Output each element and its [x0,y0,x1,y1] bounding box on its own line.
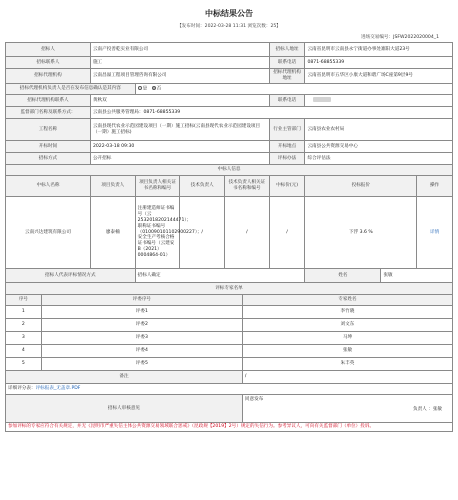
winner-tech-cert: / [225,197,270,269]
col-expert-seat: 评委序号 [41,295,242,306]
supervisor-value: 云南县公共服务管理局：0871-68855339 [90,107,452,119]
rep-name-label: 姓名 [305,269,381,283]
remark-value: / [242,371,452,384]
agency-leader-options [135,84,452,95]
winner-tech-lead: / [180,197,225,269]
open-place-value: 云南县公共资源交易中心 [305,141,453,153]
expert-section-title: 评标专家名单 [6,283,453,295]
redacted-phone [313,97,331,102]
expert-no: 1 [6,306,42,319]
agency-value: 云南昌溢工程项目管理咨询有限公司 [90,69,269,84]
info-table [5,42,453,283]
expert-row [6,332,453,345]
contact-phone-label: 联系电话 [269,57,305,69]
col-price: 中标价(元) [269,176,305,197]
expert-no: 4 [6,345,42,358]
agency-address-value: 云南省昆明市五华区小康大道和谐广场C座第9层9号 [305,69,453,84]
eval-rep-label: 招标人代表评标情况方式 [6,269,136,283]
expert-name: 李竹晓 [242,306,452,319]
expert-no: 5 [6,358,42,371]
agency-phone-value [305,95,453,107]
publish-meta: 【发布时间：2022-03-28 11:31 浏览次数：25】 [177,24,281,29]
bid-method-value: 公开招标 [90,153,269,165]
radio-no-label: 否 [156,86,162,92]
eval-method-value: 综合评估法 [305,153,453,165]
expert-seat: 评委2 [41,319,242,332]
expert-row [6,306,453,319]
col-expert-no: 序号 [6,295,42,306]
radio-no[interactable] [152,86,156,90]
col-pm: 项目负责人 [90,176,135,197]
bid-method-label: 招标方式 [6,153,91,165]
opinion-cell [242,395,452,423]
col-tech-cert: 技术负责人相关证书名称和编号 [225,176,270,197]
tenderer-address-label: 招标人地址 [269,43,305,57]
col-tech-lead: 技术负责人 [180,176,225,197]
expert-seat: 评委1 [41,306,242,319]
opinion-label: 招标人审核意见 [6,395,243,423]
open-time-label: 开标时间 [6,141,91,153]
agency-label: 招标代理机构 [6,69,91,84]
opinion-signer: 负责人 ：张敏 [412,407,442,413]
industry-dept-label: 行业主管部门 [269,119,305,141]
opinion-value: 同意发布 [244,397,264,403]
col-expert-name: 专家姓名 [242,295,452,306]
tenderer-value: 云南产投善乾实业有限公司 [90,43,269,57]
open-time-value: 2022-03-18 09:30 [90,141,269,153]
expert-row [6,358,453,371]
agency-contact-label: 招标代理机构联系人 [6,95,91,107]
expert-no: 2 [6,319,42,332]
expert-row [6,319,453,332]
winner-row [6,197,453,269]
expert-seat: 评委5 [41,358,242,371]
page-title: 中标结果公告 [205,9,253,18]
project-name-label: 工程名称 [6,119,91,141]
eval-method-label: 评标办法 [269,153,305,165]
expert-table [5,282,453,432]
col-action: 操作 [417,176,453,197]
agency-leader-question: 招标代理机构负责人是否在发布信息确认是其内容 [6,84,136,95]
notice-text: 参加评标的专家应符合有关规定，并无《昆明市严重失信主体公共资源交易领域联合惩戒》（昆政规【2019】2号）规定的失信行为。参考异议人，可向有关监督部门（单位）投诉。 [6,423,453,432]
attachment-link[interactable]: 评标报表_无盖章.PDF [35,386,81,392]
attachment-prefix: 详细评分表： [8,386,36,392]
tenderer-contact-label: 招标联系人 [6,57,91,69]
expert-name: 朱丰英 [242,358,452,371]
agency-contact-value: 黄秋双 [90,95,269,107]
contact-phone-value: 0871-68855339 [305,57,453,69]
winner-pm-cert: 注册建造师证书编号（云2532018202144471）；职称证书编号（010090101102900227）；安全生产考核合格证书编号（云建安B（2021）0004864-01） [135,197,180,269]
expert-name: 马坤 [242,332,452,345]
transaction-number: 进场交易编号：JSFW2022020004_1 [360,35,439,40]
winner-price: / [269,197,305,269]
tenderer-address-value: 云南省昆明市云南县永宁街道办事处寨阳大道23号 [305,43,453,57]
col-bid: 投标报价 [305,176,417,197]
open-place-label: 开标地点 [269,141,305,153]
industry-dept-value: 云南县农业农村局 [305,119,453,141]
supervisor-label: 监督部门名称及联系方式： [6,107,91,119]
remark-label: 备注 [6,371,243,384]
expert-name: 张敏 [242,345,452,358]
expert-no: 3 [6,332,42,345]
agency-phone-label: 联系电话 [269,95,305,107]
rep-name-value: 张敏 [381,269,453,283]
col-pm-cert: 项目负责人相关证书名称和编号 [135,176,180,197]
winner-bid: 下浮 3.6 % [305,197,417,269]
attachment-row [6,384,453,395]
eval-rep-value: 招标人确定 [135,269,305,283]
radio-yes[interactable] [138,86,142,90]
expert-seat: 评委3 [41,332,242,345]
agency-address-label: 招标代理机构地址 [269,69,305,84]
col-winner-name: 中标人名称 [6,176,91,197]
winner-pm: 廖泰楠 [90,197,135,269]
expert-name: 刘文东 [242,319,452,332]
winner-name: 云南兴达建筑有限公司 [6,197,91,269]
winner-detail-link[interactable]: 详情 [417,197,453,269]
expert-row [6,345,453,358]
radio-yes-label: 是 [142,86,148,92]
winner-section-title: 中标人信息 [6,165,453,176]
tenderer-label: 招标人 [6,43,91,57]
project-name-value: 云南县现代农业示范园建设项目（一期）施工招标(云南县现代农业示范园建设项目（一期）施工招标) [90,119,269,141]
tenderer-contact-value: 施工 [90,57,269,69]
expert-seat: 评委4 [41,345,242,358]
